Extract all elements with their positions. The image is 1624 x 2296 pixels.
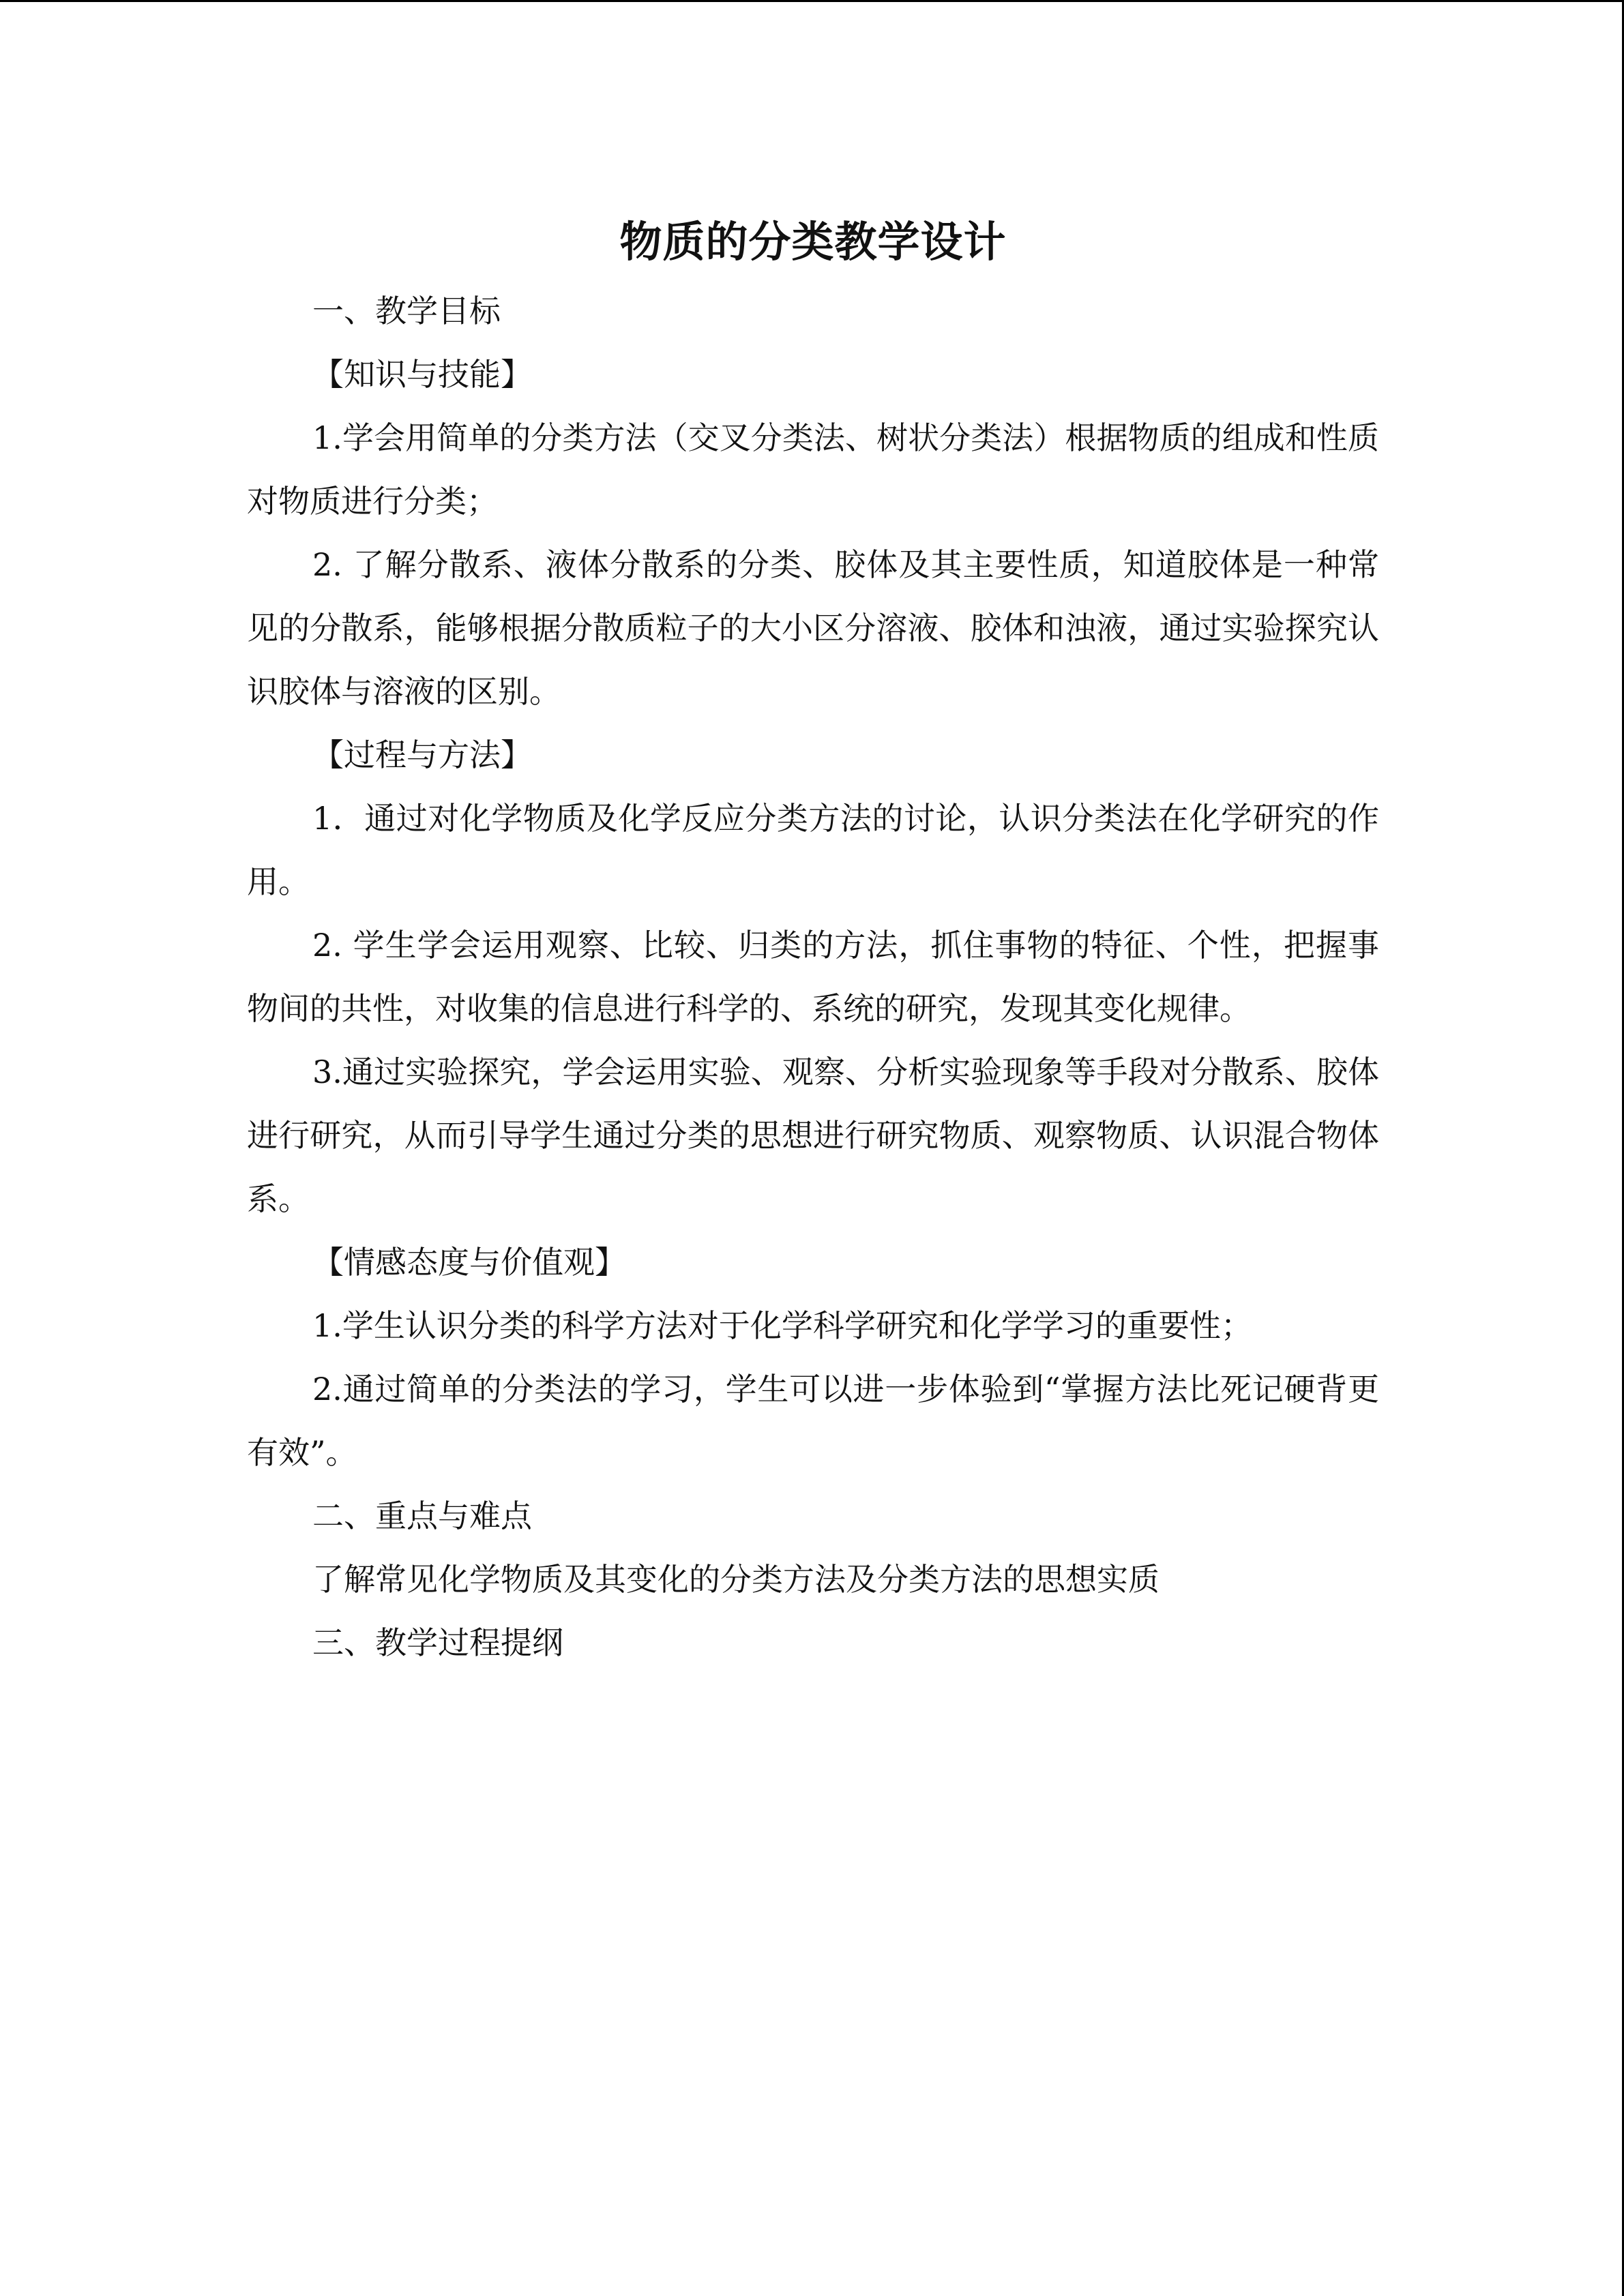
page-edge-top: [0, 0, 1624, 2]
knowledge-item-1: 1.学会用简单的分类方法（交叉分类法、树状分类法）根据物质的组成和性质对物质进行分类；: [247, 419, 1379, 520]
emotion-item-1: 1.学生认识分类的科学方法对于化学科学研究和化学学习的重要性；: [312, 1307, 1252, 1344]
process-item-2: 2. 学生学会运用观察、比较、归类的方法，抓住事物的特征、个性，把握事物间的共性，对收集的信息进行科学的、系统的研究，发现其变化规律。: [247, 927, 1379, 1027]
subheading-knowledge-skills: 【知识与技能】: [312, 356, 532, 393]
section-heading-objectives: 一、教学目标: [312, 293, 501, 329]
subheading-emotion-values: 【情感态度与价值观】: [312, 1244, 626, 1281]
document-title: 物质的分类教学设计: [619, 217, 1007, 267]
section-heading-key-points: 二、重点与难点: [312, 1497, 532, 1534]
key-points-text: 了解常见化学物质及其变化的分类方法及分类方法的思想实质: [312, 1561, 1160, 1598]
process-item-3: 3.通过实验探究，学会运用实验、观察、分析实验现象等手段对分散系、胶体进行研究，从而引导学生通过分类的思想进行研究物质、观察物质、认识混合物体系。: [247, 1054, 1379, 1217]
section-heading-outline: 三、教学过程提纲: [312, 1624, 563, 1661]
knowledge-item-2: 2. 了解分散系、液体分散系的分类、胶体及其主要性质，知道胶体是一种常见的分散系，能够根据分散质粒子的大小区分溶液、胶体和浊液，通过实验探究认识胶体与溶液的区别。: [247, 546, 1379, 710]
document-body: [247, 205, 1379, 1675]
subheading-process-methods: 【过程与方法】: [312, 736, 532, 773]
emotion-item-2: 2.通过简单的分类法的学习，学生可以进一步体验到“掌握方法比死记硬背更有效”。: [247, 1371, 1379, 1471]
process-item-1: 1．通过对化学物质及化学反应分类方法的讨论，认识分类法在化学研究的作用。: [247, 800, 1379, 900]
